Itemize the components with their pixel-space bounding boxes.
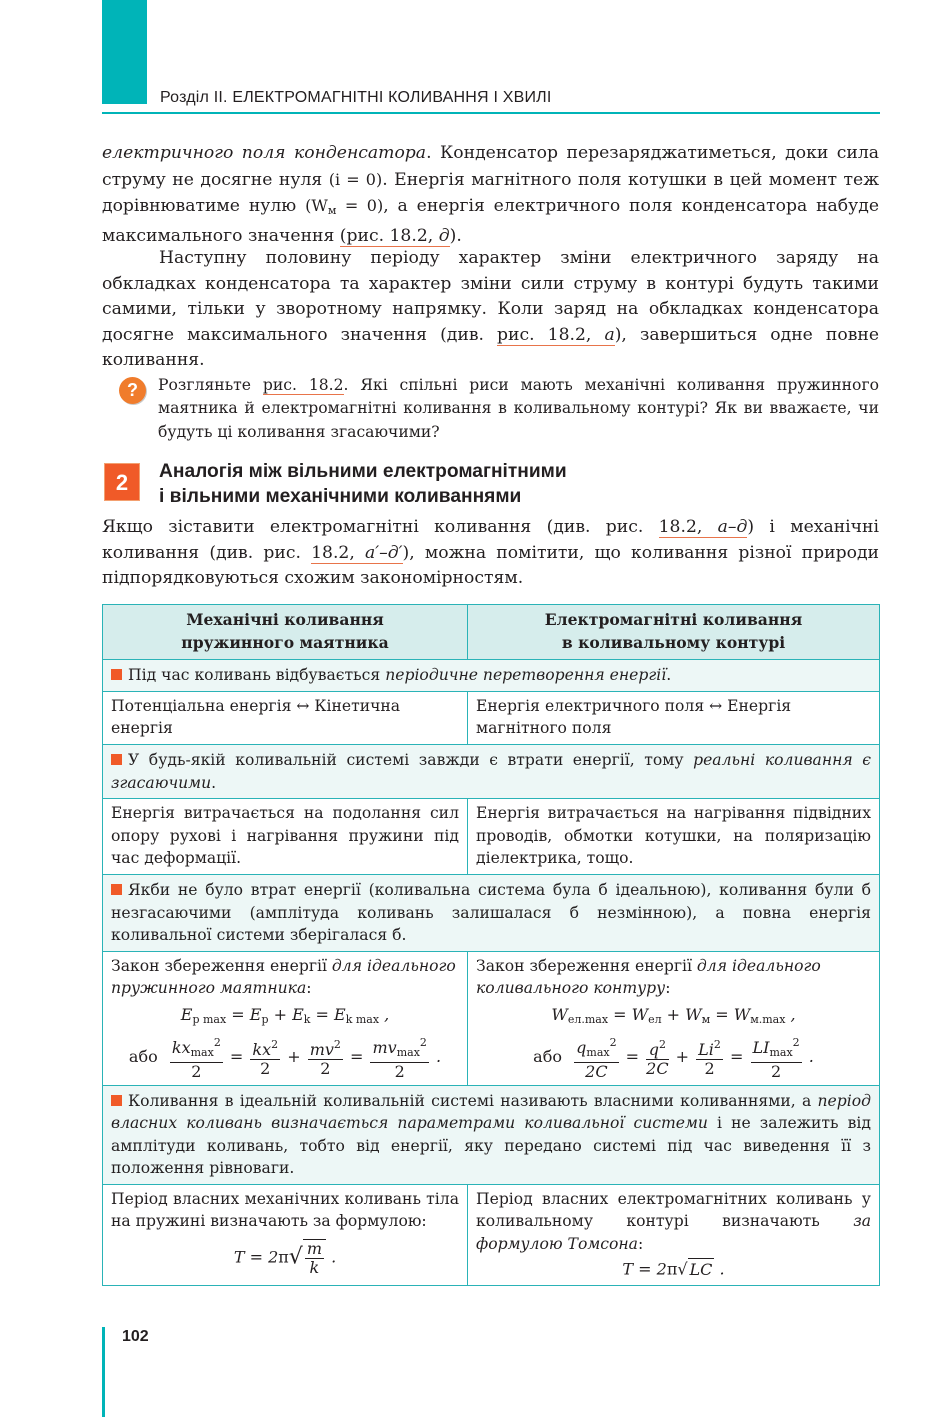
bullet-square-icon bbox=[111, 754, 122, 765]
table-header-electromagnetic: Електромагнітні коливання в коливальному контурі bbox=[468, 605, 880, 660]
section-number-badge: 2 bbox=[104, 463, 140, 501]
table-band-row: У будь-якій коливальній системі завжди є втрати енергії, тому реальні коливання є згасаючими. bbox=[103, 744, 880, 798]
chapter-title: Розділ ІІ. ЕЛЕКТРОМАГНІТНІ КОЛИВАННЯ І ХВИЛІ bbox=[160, 89, 552, 106]
figure-link[interactable]: 18.2, а′–д′ bbox=[311, 542, 403, 563]
table-row: Закон збереження енергії для ідеального пружинного маятника: $E_{p max} = E_p + E_k = E_{k max}$ , або $\frac{kx_{max}^2}{2}$ = $\frac{kx^2}{2}$ + $\frac{mv^2}{2}$ = $\frac{mv_{max}^2}{2}$ . Закон збереження енергії для ідеального коливального контуру: $W_{ел.max} = W_{ел} + W_м = W_{м.max}$ , або $\frac{q_{max}^2}{2C}$ = $\frac{q^2}{2C}$ + $\frac{Li^2}{2}$ = $\frac{LI_{max}^2}{2}$ . bbox=[103, 951, 880, 1085]
table-band-row: Коливання в ідеальній коливальній системі називають власними коливаннями, а період власних коливань визначається параметрами коливальної системи і не залежить від амплітуди коливань, тобто від енергії, яку передано системі під час виведення її з положення рівноваги. bbox=[103, 1085, 880, 1184]
paragraph-1: електричного поля конденсатора. Конденсатор перезаряджатиметься, доки сила струму не досягне нуля (i = 0). Енергія магнітного поля котушки в цей момент теж дорівнюватиме нулю $(W_м = 0)$, а енергія електричного поля конденсатора набуде максимального значення (рис. 18.2, д). bbox=[102, 143, 880, 246]
header-accent-block bbox=[102, 0, 147, 104]
period-formula-mechanical: T = 2π√ $\frac{m}{k}$ . bbox=[233, 1239, 337, 1278]
bullet-square-icon bbox=[111, 1095, 122, 1106]
page-number: 102 bbox=[122, 1328, 149, 1345]
paragraph-2: Наступну половину періоду характер зміни електричного заряду на обкладках конденсатора та характер зміни сили струму в контурі будуть такими самими, тільки у зворотному напрямку. Коли заряд на обкладках конденсатора досягне максимального значення (див. рис. 18.2, а), завершиться одне повне коливання. bbox=[102, 248, 879, 370]
formula-wm-zero: $(W_м = 0)$ bbox=[305, 196, 384, 217]
energy-conservation-formula-mechanical: $E_{p max} = E_p + E_k = E_{k max}$ , bbox=[180, 1004, 390, 1026]
thomson-formula: T = 2π√ LC . bbox=[476, 1258, 871, 1282]
page-number-accent bbox=[102, 1327, 105, 1417]
energy-conservation-formula-electromagnetic: $W_{ел.max} = W_{ел} + W_м = W_{м.max}$ , bbox=[551, 1004, 796, 1026]
header-divider bbox=[102, 112, 880, 114]
table-header-mechanical: Механічні коливання пружинного маятника bbox=[103, 605, 468, 660]
figure-link[interactable]: (рис. 18.2, д bbox=[339, 225, 450, 246]
table-header-row bbox=[103, 605, 880, 660]
section-title: Аналогія між вільними електромагнітними і вільними механічними коливаннями bbox=[159, 461, 567, 507]
question-text: Розгляньте рис. 18.2. Які спільні риси мають механічні коливання пружинного маятника й електромагнітні коливання в коливальному контурі? Як ви вважаєте, чи будуть ці коливання згасаючими? bbox=[158, 376, 879, 441]
table-row: Потенціальна енергія ↔ Кінетична енергія Енергія електричного поля ↔ Енергія магнітного поля bbox=[103, 691, 880, 744]
bullet-square-icon bbox=[111, 884, 122, 895]
comparison-table bbox=[102, 604, 880, 1286]
figure-link[interactable]: рис. 18.2, а bbox=[497, 324, 615, 345]
figure-link[interactable]: 18.2, а–д bbox=[658, 517, 748, 537]
bullet-square-icon bbox=[111, 669, 122, 680]
table-band-row: Під час коливань відбувається періодичне перетворення енергії. bbox=[103, 660, 880, 692]
question-icon: ? bbox=[119, 377, 146, 404]
table-band-row: Якби не було втрат енергії (коливальна система була б ідеальною), коливання були б незгасаючими (амплітуда коливань залишалася б незмінною), а повна енергія коливальної системи зберігалася б. bbox=[103, 874, 880, 951]
table-row: Енергія витрачається на подолання сил опору рухові і нагрівання пружини під час деформації. Енергія витрачається на нагрівання підвідних проводів, обмотки котушки, на поляризацію діелектрика, тощо. bbox=[103, 799, 880, 875]
figure-link[interactable]: рис. 18.2 bbox=[262, 376, 344, 394]
paragraph-3: Якщо зіставити електромагнітні коливання (див. рис. 18.2, а–д) і механічні коливання (див. рис. 18.2, а′–д′), можна помітити, що коливання різної природи підпорядковуються схожим закономірностям. bbox=[102, 517, 879, 588]
table-row: Період власних механічних коливань тіла на пружині визначають за формулою: T = 2π√ $\frac{m}{k}$ . Період власних електромагнітних коливань у коливальному контурі визначають за формулою Томсона: T = 2π√ LC . bbox=[103, 1184, 880, 1285]
